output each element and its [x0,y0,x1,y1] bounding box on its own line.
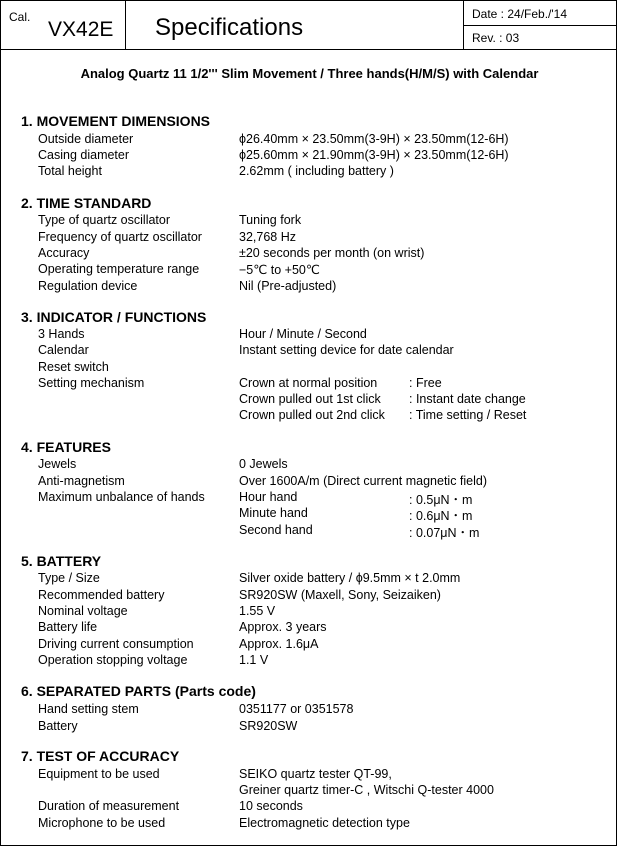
header-divider [1,49,616,50]
section-heading: 1. MOVEMENT DIMENSIONS [21,113,211,129]
spec-label: Setting mechanism [38,376,145,390]
spec-value: Tuning fork [239,213,302,227]
spec-label: Operation stopping voltage [38,653,188,667]
spec-value: Second hand [239,523,313,537]
movement-subtitle: Analog Quartz 11 1/2''' Slim Movement / Three hands(H/M/S) with Calendar [80,66,539,81]
spec-label: Operating temperature range [38,262,200,276]
spec-value: 1.55 V [239,604,276,618]
spec-label: Accuracy [38,246,90,260]
spec-subvalue: : Instant date change [409,392,526,406]
spec-label: 3 Hands [38,327,85,341]
spec-value: Electromagnetic detection type [239,816,410,830]
spec-subvalue: : Free [409,376,442,390]
spec-label: Calendar [38,343,89,357]
spec-label: Microphone to be used [38,816,166,830]
spec-value: 10 seconds [239,799,303,813]
spec-value: Nil (Pre-adjusted) [239,279,337,293]
section-heading: 3. INDICATOR / FUNCTIONS [21,309,207,325]
spec-value: SR920SW [239,719,298,733]
spec-value: Instant setting device for date calendar [239,343,454,357]
spec-value: Crown pulled out 1st click [239,392,381,406]
revision-field: Rev. : 03 [472,31,520,45]
spec-value: Approx. 1.6μA [239,637,319,651]
spec-label: Driving current consumption [38,637,194,651]
spec-label: Anti-magnetism [38,474,125,488]
spec-label: Duration of measurement [38,799,180,813]
spec-value: 0 Jewels [239,457,288,471]
section-heading: 6. SEPARATED PARTS (Parts code) [21,683,256,699]
spec-subvalue: : Time setting / Reset [409,408,527,422]
spec-value: ±20 seconds per month (on wrist) [239,246,425,260]
spec-label: Maximum unbalance of hands [38,490,205,504]
section-heading: 5. BATTERY [21,553,102,569]
spec-label: Battery [38,719,78,733]
spec-value: Greiner quartz timer-C , Witschi Q-tester 4000 [239,783,494,797]
spec-subvalue: : 0.07μN・m [409,526,480,540]
page-title: Specifications [155,14,304,41]
spec-value: Hour hand [239,490,298,504]
date-field: Date : 24/Feb./'14 [472,7,568,21]
spec-value: SEIKO quartz tester QT-99, [239,767,392,781]
section-heading: 2. TIME STANDARD [21,195,152,211]
spec-value: Crown pulled out 2nd click [239,408,385,422]
spec-label: Regulation device [38,279,138,293]
spec-label: Jewels [38,457,77,471]
spec-value: SR920SW (Maxell, Sony, Seizaiken) [239,588,441,602]
spec-value: 2.62mm ( including battery ) [239,164,394,178]
spec-value: 32,768 Hz [239,230,296,244]
spec-label: Casing diameter [38,148,130,162]
spec-label: Outside diameter [38,132,134,146]
model-number: VX42E [48,18,114,41]
spec-value: 1.1 V [239,653,269,667]
model-divider [125,1,126,49]
spec-value: ϕ26.40mm × 23.50mm(3-9H) × 23.50mm(12-6H) [239,132,509,146]
date-rev-divider [463,25,616,26]
spec-label: Battery life [38,620,98,634]
spec-value: Minute hand [239,506,308,520]
spec-value: Silver oxide battery / ϕ9.5mm × t 2.0mm [239,571,461,585]
spec-label: Type / Size [38,571,100,585]
spec-label: Nominal voltage [38,604,128,618]
spec-label: Total height [38,164,102,178]
spec-label: Type of quartz oscillator [38,213,171,227]
spec-value: Hour / Minute / Second [239,327,367,341]
spec-value: ϕ25.60mm × 21.90mm(3-9H) × 23.50mm(12-6H) [239,148,509,162]
spec-value: Approx. 3 years [239,620,327,634]
spec-label: Recommended battery [38,588,165,602]
spec-label: Reset switch [38,360,109,374]
spec-value: Crown at normal position [239,376,378,390]
spec-subvalue: : 0.5μN・m [409,493,473,507]
section-heading: 4. FEATURES [21,439,111,455]
spec-value: 0351177 or 0351578 [239,702,354,716]
section-heading: 7. TEST OF ACCURACY [21,748,180,764]
spec-subvalue: : 0.6μN・m [409,509,473,523]
spec-label: Frequency of quartz oscillator [38,230,202,244]
spec-value: Over 1600A/m (Direct current magnetic field) [239,474,488,488]
spec-label: Equipment to be used [38,767,160,781]
spec-value: −5℃ to +50℃ [239,263,320,277]
cal-label: Cal. [9,10,31,24]
spec-label: Hand setting stem [38,702,139,716]
